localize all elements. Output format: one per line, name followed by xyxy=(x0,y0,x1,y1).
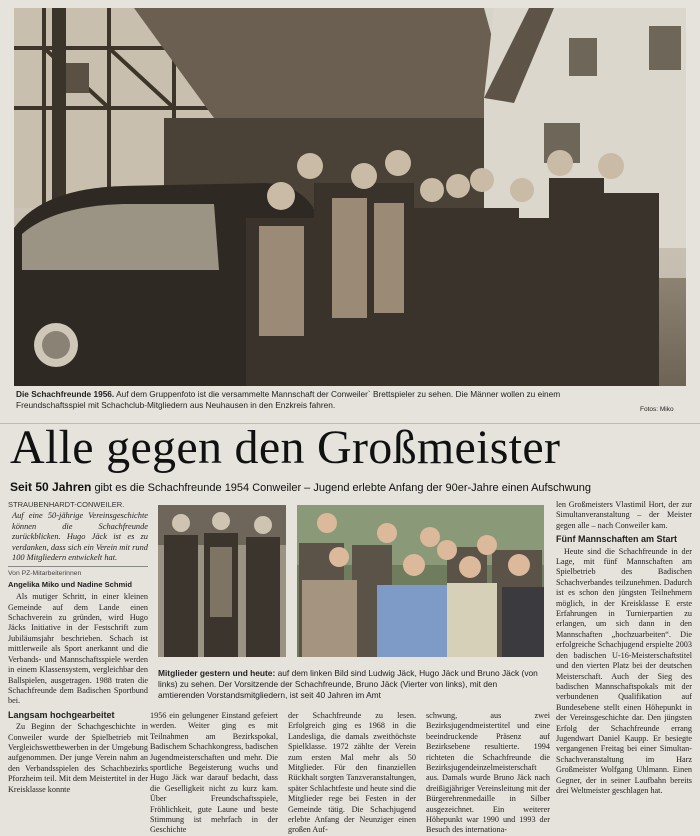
lead-subhead: Langsam hochgearbeitet xyxy=(8,709,115,720)
byline-prefix: Von PZ-Mitarbeiterinnen xyxy=(8,570,82,578)
photos-caption-text: auf dem linken Bild sind Ludwig Jäck, Hugo Jäck und Bruno Jäck (von links) zu sehen. Der Vorsitzende der Schachfreunde, Bruno Jäck (Vierter von links), mit den amtierenden Vorstandsmitgliedern, ist seit 40 Jahren im Amt xyxy=(158,668,538,700)
top-photo-caption-text: Auf dem Gruppenfoto ist die versammelte Mannschaft der Conweiler` Brettspieler zu sehen. Die Männer wollen zu einem Freundschaftsspiel mit Schachclub-Mitgliedern aus Neuhausen in den Enzkreis fahren. xyxy=(16,389,561,410)
photo-board-members-drawing xyxy=(297,505,544,657)
column-5-body: Heute sind die Schachfreunde in der Lage, mit fünf Mannschaften am Spielbetrieb des Badischen Schachverbandes teilzunehmen. Dadurch ist es schon den jüngsten Teilnehmern möglich, in der Kreisklasse E erste Erfahrungen in Turnierpartien zu erlangen, um sich dann in den Mannschaften „hochzuarbeiten“. Die erfolgreiche Schachjugend erspielte 2003 den badischen U-16-Meisterschaftstitel und den vierten Platz bei der deutschen Meisterschaft. Auch der Sieg des badischen Mannschaftspokals mit der verbundenen Qualifikation auf Bundesebene stellt einen Höhepunkt in der Vereinsgeschichte dar. Den jüngsten Erfolg der Schachfreunde errang Jugendwart Daniel Kaupp. Er besiegte vergangenen Freitag bei einer Simultan-Schachveranstaltung im Harz Großmeister Wolfgang Uhlmann. Einen Gegner, der in seiner Laufbahn bereits drei Weltmeister geschlagen hat. xyxy=(556,546,692,795)
column-5 xyxy=(556,500,692,798)
photo-credit: Fotos: Miko xyxy=(640,406,674,413)
byline-authors: Angelika Miko und Nadine Schmid xyxy=(8,579,133,589)
top-group-photo xyxy=(14,8,686,386)
lead-body2: Zu Beginn der Schachgeschichte in Conweiler wurde der Spielbetrieb mit Vergleichswettbewerben in der Umgebung aufgenommen. Der junge Verein nahm an den Verbandsspielen des Schachbezirks Pforzheim teil. Mit dem Meistertitel in der Kreisklasse konnte xyxy=(8,722,148,794)
top-photo-caption-bold: Die Schachfreunde 1956. xyxy=(16,389,115,399)
column-5-intro: len Großmeisters Vlastimil Hort, der zur Simultanveranstaltung – der Meister gegen alle – nach Conweiler kam. xyxy=(556,500,692,530)
top-photo-caption xyxy=(16,389,608,411)
column-2: 1956 ein gelungener Einstand gefeiert werden. Weiter ging es mit Teilnahmen am Bezirkspokal, Badischem Schachkongress, badischen Jugendmeisterschaften und mehr. Die sportliche Begeisterung wuchs und Hugo Jäck war darauf bedacht, dass die Geselligkeit nicht zu kurz kam. Über Freundschaftsspiele, Fröhlichkeit, gute Laune und beste Stimmung ist mehrfach in der Geschichte xyxy=(150,711,279,835)
column-3: der Schachfreunde zu lesen. Erfolgreich ging es 1968 in die Landesliga, die damals zweithöchste Spielklasse. 1972 zählte der Verein zum ersten Mal mehr als 50 Mitglieder. Für den finanziellen Rückhalt sorgten Tanzveranstaltungen, später Schlachtfeste und heute sind die Mitglieder rege bei Festen in der Gemeinde tätig. Die Schachjugend erlebte Anfang der Neunziger einen großen Auf- xyxy=(288,711,416,835)
photo-three-men xyxy=(158,505,286,657)
lead-column xyxy=(8,500,148,797)
subhead-bold: Seit 50 Jahren xyxy=(10,480,92,494)
photo-board-members xyxy=(297,505,544,657)
intro-divider xyxy=(8,566,148,567)
subhead-text: gibt es die Schachfreunde 1954 Conweiler – Jugend erlebte Anfang der 90er-Jahre einen Aufschwung xyxy=(94,482,592,494)
column-4: schwung, aus zwei Bezirksjugendmeistertitel und eine beeindruckende Präsenz auf Bezirksebene resultierte. 1994 richteten die Schachfreunde die Bezirksjugendeinzelmeisterschaft aus. Damals wurde Bruno Jäck nach dreißigjähriger Vereinsleitung mit der Bürgerehrenmedaille in Silber ausgezeichnet. Ein weiterer Höhepunkt war 1990 und 1993 der Besuch des internationa- xyxy=(426,711,550,835)
column-5-subhead: Fünf Mannschaften am Start xyxy=(556,534,678,545)
top-group-photo-drawing xyxy=(14,8,686,386)
lead-intro: Auf eine 50-jährige Vereinsgeschichte können die Schachfreunde zurückblicken. Hugo Jäck ist es zu verdanken, dass sich ein Verein mit rund 100 Mitgliedern entwickelt hat. xyxy=(12,511,148,563)
photo-three-men-drawing xyxy=(158,505,286,657)
subhead xyxy=(10,480,591,495)
headline: Alle gegen den Großmeister xyxy=(10,421,561,474)
photos-caption-bold: Mitglieder gestern und heute: xyxy=(158,668,276,678)
photos-caption xyxy=(158,668,546,701)
dateline: STRAUBENHARDT-CONWEILER. xyxy=(8,500,125,509)
lead-body: Als mutiger Schritt, in einer kleinen Gemeinde auf dem Lande einen Schachverein zu gründen, wird Hugo Jäcks Initiative in der Festschrift zum Jubiläumsjahr beschrieben. Schach ist mittlerweile als Sport anerkannt und die Verbands- und Mannschaftsspiele werden in einem Klassensystem, vergleichbar den Ballspielen, ausgetragen. 1988 traten die Schachfreunde dem Badischen Sportbund bei. xyxy=(8,592,148,706)
